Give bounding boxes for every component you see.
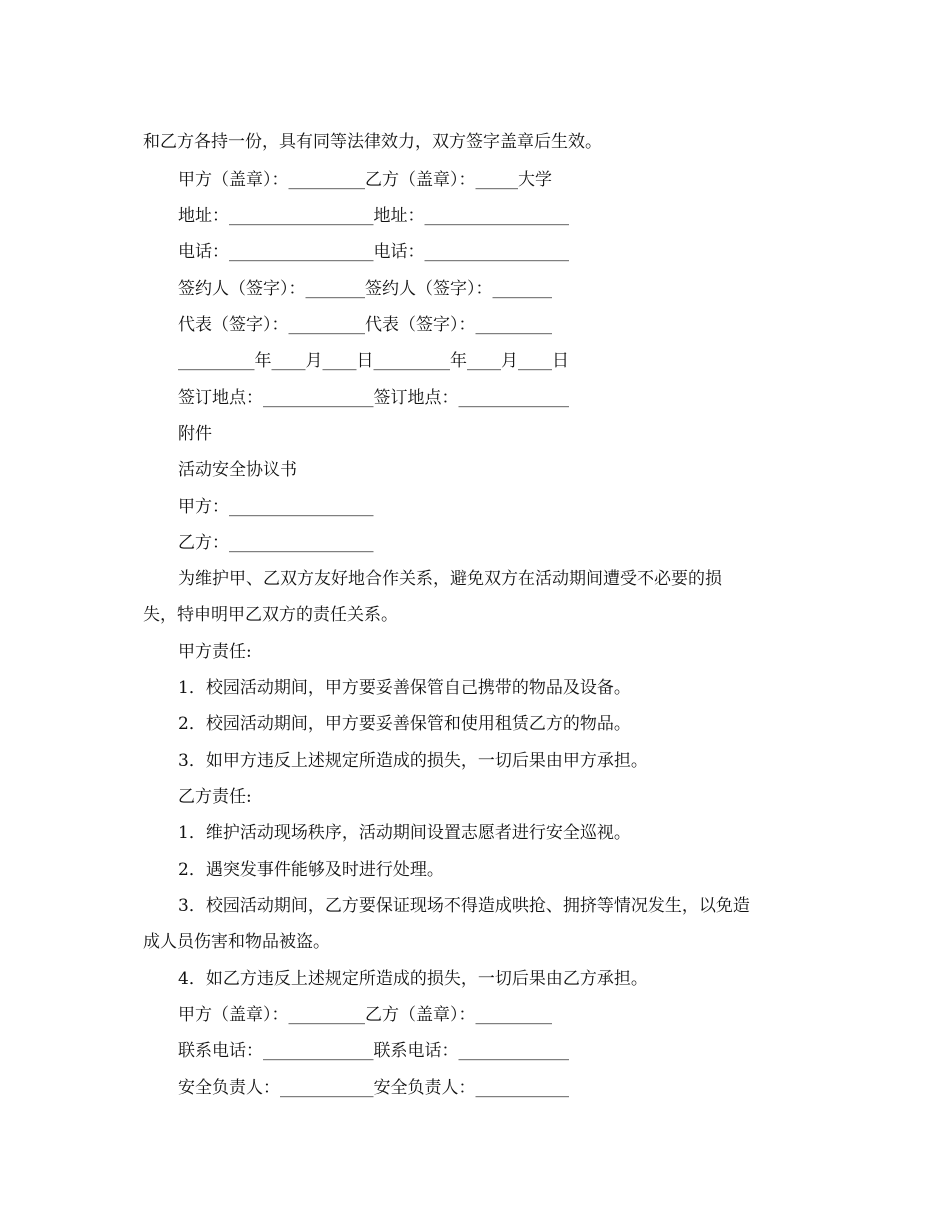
contract-text-line: 和乙方各持一份，具有同等法律效力，双方签字盖章后生效。 bbox=[143, 132, 602, 152]
address-line: 地址：_________________地址：_________________ bbox=[178, 206, 569, 226]
list-item: 1．维护活动现场秩序，活动期间设置志愿者进行安全巡视。 bbox=[178, 823, 631, 843]
list-item: 2．校园活动期间，甲方要妥善保管和使用租赁乙方的物品。 bbox=[178, 714, 631, 734]
list-item: 1．校园活动期间，甲方要妥善保管自己携带的物品及设备。 bbox=[178, 678, 631, 698]
section-heading-party-a: 甲方责任: bbox=[178, 642, 252, 662]
safety-officer-line: 安全负责人：___________安全负责人：___________ bbox=[178, 1078, 569, 1098]
signature-line: 甲方（盖章）：_________乙方（盖章）：_____大学 bbox=[178, 170, 552, 190]
representative-line: 代表（签字）：_________代表（签字）：_________ bbox=[178, 315, 552, 335]
party-a-line: 甲方：_________________ bbox=[178, 497, 374, 517]
list-item-continuation: 成人员伤害和物品被盗。 bbox=[143, 932, 330, 952]
signature-line: 甲方（盖章）：_________乙方（盖章）：_________ bbox=[178, 1005, 552, 1025]
paragraph-line: 失，特申明甲乙双方的责任关系。 bbox=[143, 605, 398, 625]
list-item: 3．校园活动期间，乙方要保证现场不得造成哄抢、拥挤等情况发生，以免造 bbox=[178, 896, 750, 916]
attachment-heading: 附件 bbox=[178, 424, 212, 444]
party-b-line: 乙方：_________________ bbox=[178, 533, 374, 553]
date-line: _________年____月____日_________年____月____日 bbox=[178, 351, 569, 371]
list-item: 4．如乙方违反上述规定所造成的损失，一切后果由乙方承担。 bbox=[178, 969, 648, 989]
contact-phone-line: 联系电话：_____________联系电话：_____________ bbox=[178, 1041, 569, 1061]
signatory-line: 签约人（签字）：_______签约人（签字）：_______ bbox=[178, 279, 552, 299]
paragraph-line: 为维护甲、乙双方友好地合作关系，避免双方在活动期间遭受不必要的损 bbox=[178, 569, 722, 589]
list-item: 3．如甲方违反上述规定所造成的损失，一切后果由甲方承担。 bbox=[178, 751, 648, 771]
signing-place-line: 签订地点：_____________签订地点：_____________ bbox=[178, 388, 569, 408]
list-item: 2．遇突发事件能够及时进行处理。 bbox=[178, 860, 444, 880]
phone-line: 电话：_________________电话：_________________ bbox=[178, 242, 569, 262]
section-heading-party-b: 乙方责任: bbox=[178, 787, 252, 807]
agreement-title: 活动安全协议书 bbox=[178, 460, 297, 480]
